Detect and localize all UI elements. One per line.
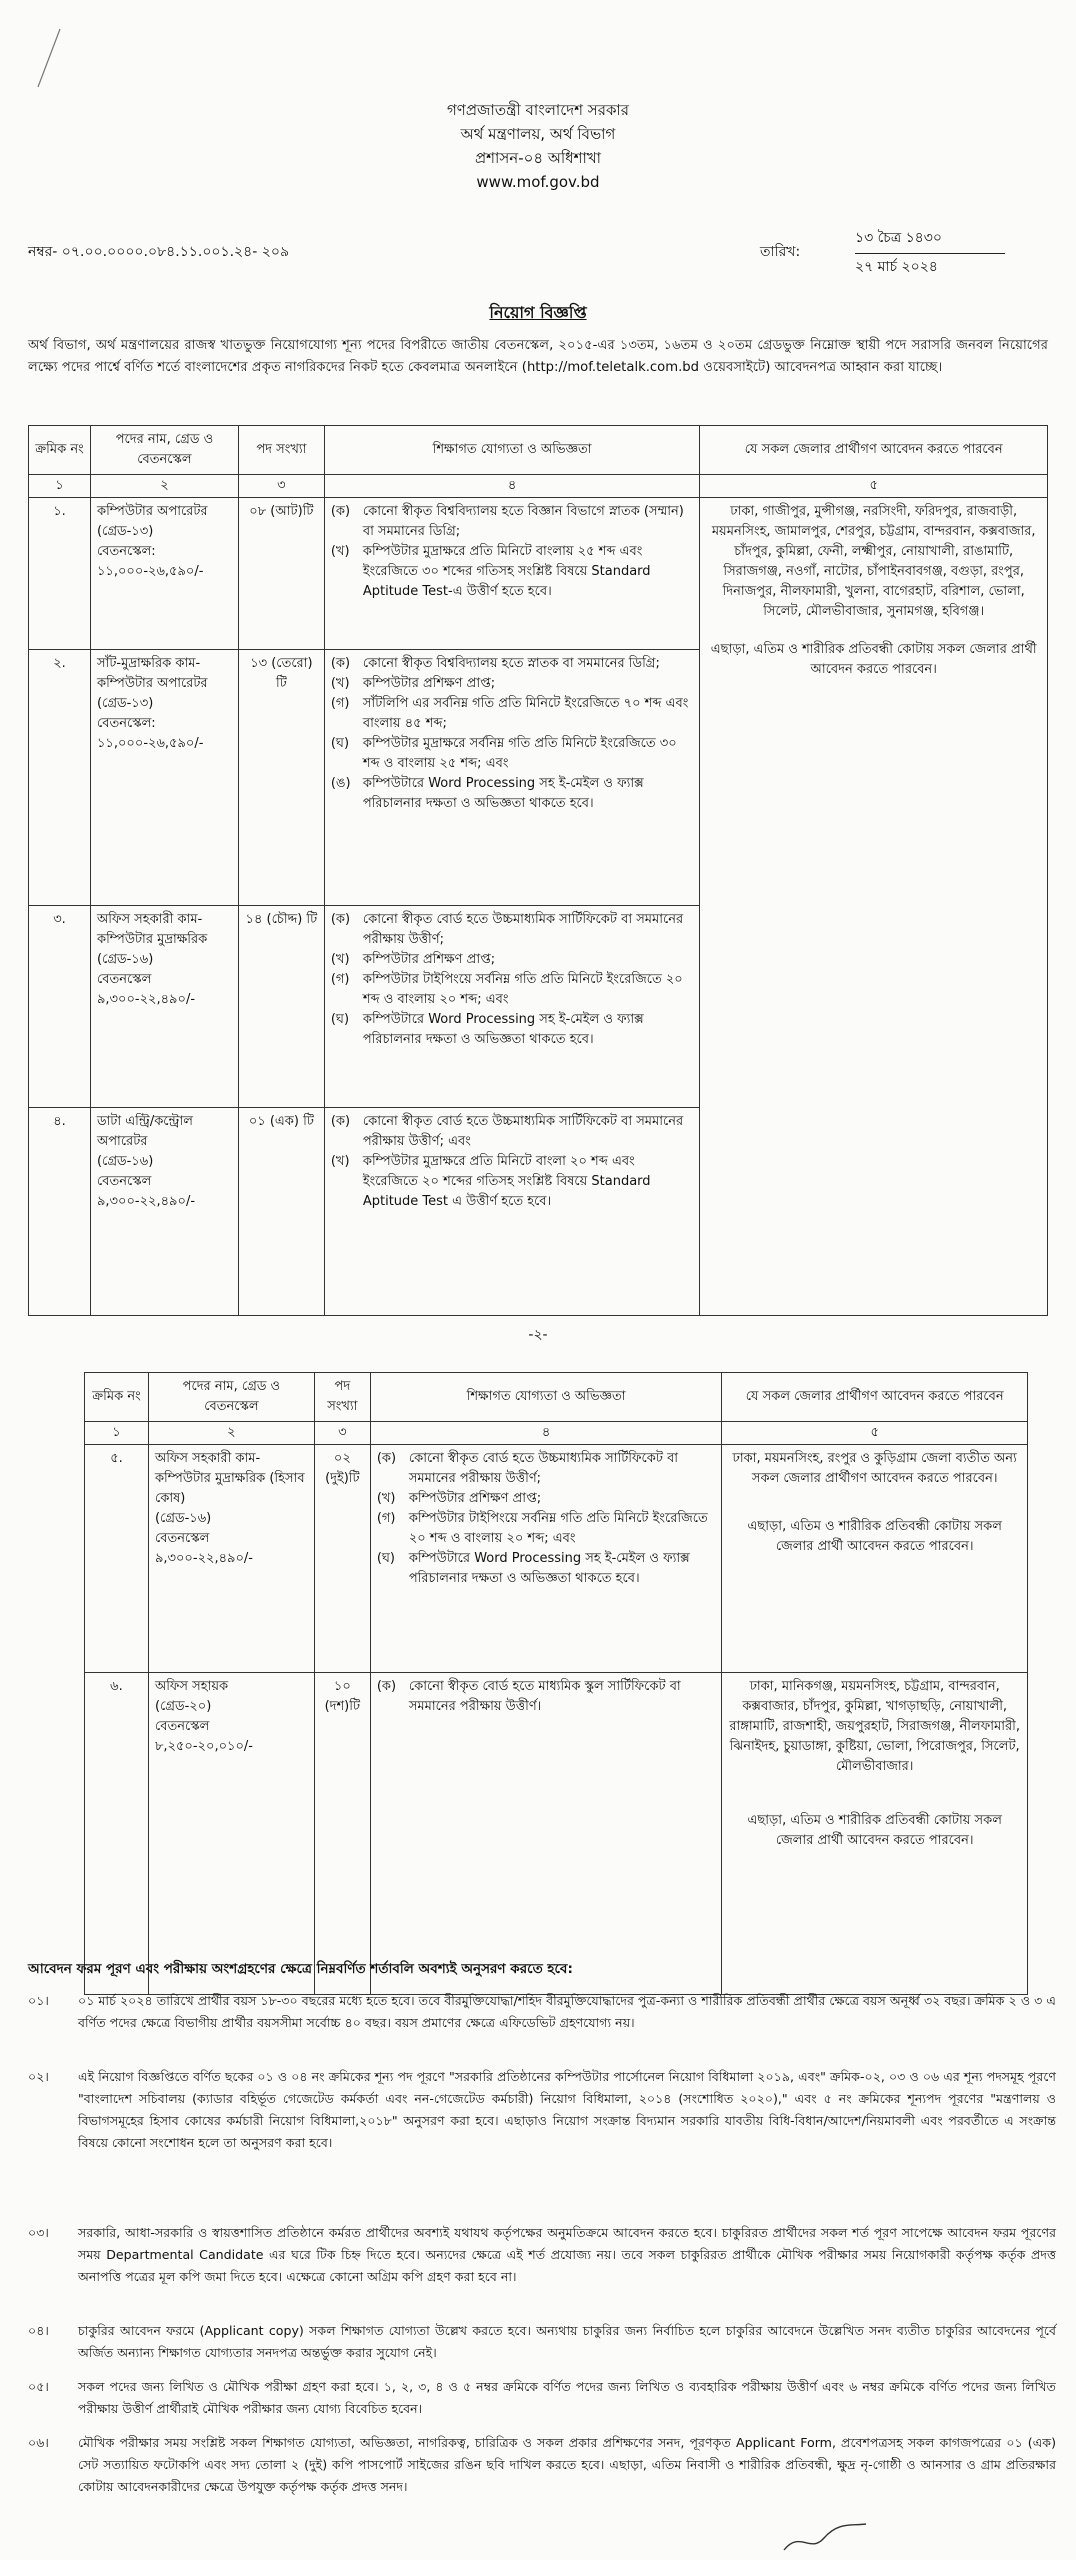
qualification-item (331, 1152, 694, 1212)
signature-mark (780, 2520, 870, 2558)
item-key: (ক) (330, 656, 351, 671)
col-number: ৫ (700, 475, 1048, 498)
item-text: কোনো স্বীকৃত বিশ্ববিদ্যালয় হতে বিজ্ঞান বিভাগে স্নাতক (সম্মান) বা সমমানের ডিগ্রি; (362, 504, 684, 539)
post-cell (90, 498, 238, 650)
qualification-cell (370, 1673, 722, 1995)
post-cell (148, 1673, 314, 1995)
post-scale: বেতনস্কেল: ১১,০০০-২৬,৫৯০/- (96, 544, 204, 579)
table-row (29, 498, 1048, 650)
col-number: ২ (90, 475, 238, 498)
qualification-item (331, 910, 694, 950)
item-text: কম্পিউটার মুদ্রাক্ষরে প্রতি মিনিটে বাংলা ২০ শব্দ এবং ইংরেজিতে ২০ শব্দের গতিসহ সংশ্লিষ্ট বিষয়ে Standard Aptitude Test এ উত্তীর্ণ হতে হবে। (362, 1154, 651, 1209)
post-grade: (গ্রেড-১৬) (96, 952, 154, 967)
item-text: কম্পিউটার প্রশিক্ষণ প্রাপ্ত; (362, 676, 496, 691)
date-bangla: ১৩ চৈত্র ১৪৩০ (855, 225, 1005, 254)
column-number-row (85, 1422, 1028, 1445)
post-grade: (গ্রেড-১৬) (154, 1511, 212, 1526)
memo-number: নম্বর- ০৭.০০.০০০০.০৮৪.১১.০০১.২৪- ২০৯ (28, 244, 290, 260)
item-text: কোনো স্বীকৃত বিশ্ববিদ্যালয় হতে স্নাতক বা সমমানের ডিগ্রি; (362, 656, 660, 671)
qualification-cell (324, 498, 700, 650)
post-cell (90, 906, 238, 1108)
website[interactable]: www.mof.gov.bd (476, 173, 600, 191)
serial: ৫. (85, 1445, 149, 1673)
district-list: ঢাকা, ময়মনসিংহ, রংপুর ও কুড়িগ্রাম জেলা ব্যতীত অন্য সকল জেলার প্রার্থীগণ আবেদন করতে পারবেন। (732, 1451, 1017, 1486)
qualification-item (377, 1449, 716, 1489)
col-number: ২ (148, 1422, 314, 1445)
post-scale: বেতনস্কেল ৯,৩০০-২২,৪৯০/- (96, 972, 196, 1007)
item-text: কম্পিউটার মুদ্রাক্ষরে সর্বনিম্ন গতি প্রতি মিনিটে ইংরেজিতে ৩০ শব্দ ও বাংলায় ২৫ শব্দ; এবং (362, 736, 677, 771)
qualification-item (377, 1549, 716, 1589)
district-note: এছাড়া, এতিম ও শারীরিক প্রতিবন্ধী কোটায় সকল জেলার প্রার্থী আবেদন করতে পারবেন। (747, 1519, 1002, 1554)
page-title: নিয়োগ বিজ্ঞপ্তি (489, 303, 587, 322)
district-note: এছাড়া, এতিম ও শারীরিক প্রতিবন্ধী কোটায় সকল জেলার প্রার্থী আবেদন করতে পারবেন। (747, 1813, 1002, 1848)
col-number: ৩ (238, 475, 324, 498)
post-grade: (গ্রেড-১৩) (96, 524, 154, 539)
district-note: এছাড়া, এতিম ও শারীরিক প্রতিবন্ধী কোটায় সকল জেলার প্রার্থী আবেদন করতে পারবেন। (710, 642, 1037, 677)
post-count: ১৩ (তেরো) টি (238, 650, 324, 906)
serial: ১. (29, 498, 91, 650)
post-count: ০৮ (আট)টি (238, 498, 324, 650)
item-key: (খ) (330, 952, 350, 967)
item-text: কোনো স্বীকৃত বোর্ড হতে উচ্চমাধ্যমিক সার্টিফিকেট বা সমমানের পরীক্ষায় উত্তীর্ণ; (408, 1451, 679, 1486)
post-scale: বেতনস্কেল ৯,৩০০-২২,৪৯০/- (96, 1174, 196, 1209)
item-key: (গ) (330, 972, 350, 987)
item-key: (গ) (330, 696, 350, 711)
condition-text: ০১ মার্চ ২০২৪ তারিখে প্রার্থীর বয়স ১৮-৩০ বছরের মধ্যে হতে হবে। তবে বীরমুক্তিযোদ্ধা/শহিদ বীরমুক্তিযোদ্ধাদের পুত্র-কন্যা ও শারীরিক প্রতিবন্ধী প্রার্থীর ক্ষেত্রে বয়স অনূর্ধ্ব ৩২ বছর। ক্রমিক ২ ও ৩ এ বর্ণিত পদের ক্ষেত্রে বিভাগীয় প্রার্থীর বয়সসীমা সর্বোচ্চ ৪০ বছর। বয়স প্রমাণের ক্ষেত্রে এফিডেভিট গ্রহণযোগ্য নয়। (78, 1993, 1056, 2030)
intro-paragraph: অর্থ বিভাগ, অর্থ মন্ত্রণালয়ের রাজস্ব খাতভুক্ত নিয়োগযোগ্য শূন্য পদের বিপরীতে জাতীয় বেতনস্কেল, ২০১৫-এর ১৩তম, ১৬তম ও ২০তম গ্রেডভুক্ত নিম্নোক্ত স্থায়ী পদে সরাসরি জনবল নিয়োগের লক্ষ্যে পদের পার্শ্বে বর্ণিত শর্তে বাংলাদেশের প্রকৃত নাগরিকদের নিকট হতে কেবলমাত্র অনলাইনে (http://mof.teletalk.com.bd ওয়েবসাইটে) আবেদনপত্র আহ্বান করা যাচ্ছে। (28, 338, 1048, 375)
post-grade: (গ্রেড-১৩) (96, 696, 154, 711)
table-row (85, 1445, 1028, 1673)
serial: ২. (29, 650, 91, 906)
qualification-cell (324, 906, 700, 1108)
condition-text: এই নিয়োগ বিজ্ঞপ্তিতে বর্ণিত ছকের ০১ ও ০৪ নং ক্রমিকের শূন্য পদ পূরণে "সরকারি প্রতিষ্ঠানের কম্পিউটার পার্সোনেল নিয়োগ বিধিমালা ২০১৯, এবং" ক্রমিক-০২, ০৩ ও ০৬ এর শূন্য পদসমূহ পূরণে "বাংলাদেশ সচিবালয় (ক্যাডার বহির্ভূত গেজেটেড কর্মকর্তা এবং নন-গেজেটেড কর্মচারী) নিয়োগ বিধিমালা, ২০১৪ (সংশোধিত ২০২০)," এবং ৫ নং ক্রমিকের শূন্যপদ পূরণের "মন্ত্রণালয় ও বিভাগসমূহের হিসাব কোষের কর্মচারী নিয়োগ বিধিমালা,২০১৮" অনুসরণ করা হবে। এছাড়াও নিয়োগ সংক্রান্ত বিদ্যমান সরকারি যাবতীয় বিধি-বিধান/আদেশ/নিয়মাবলী এবং পরবর্তীতে এ সংক্রান্ত বিষয়ে কোনো সংশোধন হলে তা অনুসরণ করা হবে। (78, 2069, 1056, 2150)
qualification-cell (324, 1108, 700, 1316)
post-scale: বেতনস্কেল ৮,২৫০-২০,০১০/- (154, 1719, 254, 1754)
item-text: কম্পিউটার টাইপিংয়ে সর্বনিম্ন গতি প্রতি মিনিটে ইংরেজিতে ২০ শব্দ ও বাংলায় ২০ শব্দ; এবং (408, 1511, 708, 1546)
conditions-title: আবেদন ফরম পূরণ এবং পরীক্ষায় অংশগ্রহণের ক্ষেত্রে নিম্নবর্ণিত শর্তাবলি অবশ্যই অনুসরণ করতে হবে: (28, 1961, 573, 1977)
post-name: সাঁট-মুদ্রাক্ষরিক কাম-কম্পিউটার অপারেটর (96, 656, 208, 691)
col-header: শিক্ষাগত যোগ্যতা ও অভিজ্ঞতা (370, 1373, 722, 1422)
post-name: অফিস সহায়ক (154, 1679, 229, 1694)
section-name: প্রশাসন-০৪ অধিশাখা (474, 149, 602, 167)
condition-number: ০২। (28, 2069, 49, 2084)
col-header: যে সকল জেলার প্রার্থীগণ আবেদন করতে পারবেন (700, 426, 1048, 475)
condition-number: ০৬। (28, 2435, 49, 2450)
item-key: (ঙ) (330, 776, 351, 791)
qualification-item (331, 674, 694, 694)
qualification-item (331, 542, 694, 602)
condition-number: ০৩। (28, 2225, 49, 2240)
date-label: তারিখ: (760, 244, 801, 260)
post-name: অফিস সহকারী কাম-কম্পিউটার মুদ্রাক্ষরিক (96, 912, 208, 947)
page-number: -২- (528, 1327, 548, 1343)
item-key: (ক) (376, 1451, 397, 1466)
col-number: ১ (85, 1422, 149, 1445)
post-cell (148, 1445, 314, 1673)
post-name: কম্পিউটার অপারেটর (96, 504, 208, 519)
date-box (855, 225, 1005, 280)
posts-table-2 (84, 1372, 1028, 1995)
post-count: ০১ (এক) টি (238, 1108, 324, 1316)
district-cell (722, 1673, 1028, 1995)
qualification-item (331, 774, 694, 814)
col-header: শিক্ষাগত যোগ্যতা ও অভিজ্ঞতা (324, 426, 700, 475)
gov-name: গণপ্রজাতন্ত্রী বাংলাদেশ সরকার (446, 101, 630, 119)
qualification-item (331, 694, 694, 734)
qualification-item (377, 1677, 716, 1717)
condition-number: ০৫। (28, 2379, 49, 2394)
col-header: পদের নাম, গ্রেড ও বেতনস্কেল (90, 426, 238, 475)
col-header: পদ সংখ্যা (314, 1373, 370, 1422)
qualification-item (331, 1112, 694, 1152)
col-number: ৩ (314, 1422, 370, 1445)
item-text: কম্পিউটারে Word Processing সহ ই-মেইল ও ফ্যাক্স পরিচালনার দক্ষতা ও অভিজ্ঞতা থাকতে হবে। (362, 776, 644, 811)
qualification-item (331, 502, 694, 542)
post-scale: বেতনস্কেল ৯,৩০০-২২,৪৯০/- (154, 1531, 254, 1566)
qualification-item (331, 1010, 694, 1050)
post-cell (90, 650, 238, 906)
item-key: (গ) (376, 1511, 396, 1526)
item-key: (খ) (330, 676, 350, 691)
item-key: (ক) (330, 504, 351, 519)
condition-item (28, 2320, 1056, 2364)
col-number: ১ (29, 475, 91, 498)
condition-text: চাকুরির আবেদন ফরমে (Applicant copy) সকল শিক্ষাগত যোগ্যতা উল্লেখ করতে হবে। অন্যথায় চাকুরির জন্য নির্বাচিত হলে চাকুরির আবেদনে উল্লেখিত সনদ ব্যতীত চাকুরির আবেদনের পূর্বে অর্জিত অন্যান্য শিক্ষাগত যোগ্যতার সনদপত্র অন্তর্ভুক্ত করার সুযোগ নেই। (78, 2323, 1056, 2360)
item-key: (ক) (330, 1114, 351, 1129)
posts-table-1 (28, 425, 1048, 1316)
item-text: কম্পিউটার টাইপিংয়ে সর্বনিম্ন গতি প্রতি মিনিটে ইংরেজিতে ২০ শব্দ ও বাংলায় ২০ শব্দ; এবং (362, 972, 683, 1007)
post-count: ১০ (দশ)টি (314, 1673, 370, 1995)
qualification-item (377, 1509, 716, 1549)
table-header-row (85, 1373, 1028, 1422)
col-number: ৪ (370, 1422, 722, 1445)
item-text: কোনো স্বীকৃত বোর্ড হতে উচ্চমাধ্যমিক সার্টিফিকেট বা সমমানের পরীক্ষায় উত্তীর্ণ; (362, 912, 684, 947)
qualification-cell (370, 1445, 722, 1673)
post-scale: বেতনস্কেল: ১১,০০০-২৬,৫৯০/- (96, 716, 204, 751)
column-number-row (29, 475, 1048, 498)
col-header: পদের নাম, গ্রেড ও বেতনস্কেল (148, 1373, 314, 1422)
item-key: (ঘ) (376, 1551, 396, 1566)
condition-item (28, 2066, 1056, 2154)
col-header: পদ সংখ্যা (238, 426, 324, 475)
date-english: ২৭ মার্চ ২০২৪ (855, 259, 938, 275)
qualification-item (331, 970, 694, 1010)
condition-text: সকল পদের জন্য লিখিত ও মৌখিক পরীক্ষা গ্রহণ করা হবে। ১, ২, ৩, ৪ ও ৫ নম্বর ক্রমিকে বর্ণিত পদের জন্য লিখিত ও ব্যবহারিক পরীক্ষায় উত্তীর্ণ এবং ৬ নম্বর ক্রমিকে বর্ণিত পদের জন্য লিখিত পরীক্ষায় উত্তীর্ণ প্রার্থীরাই মৌখিক পরীক্ষার জন্য যোগ্য বিবেচিত হবেন। (78, 2379, 1056, 2416)
post-name: ডাটা এন্ট্রি/কন্ট্রোল অপারেটর (96, 1114, 193, 1149)
item-text: কম্পিউটার প্রশিক্ষণ প্রাপ্ত; (362, 952, 496, 967)
table-row (85, 1673, 1028, 1995)
post-name: অফিস সহকারী কাম-কম্পিউটার মুদ্রাক্ষরিক (হিসাব কোষ) (154, 1451, 305, 1506)
qualification-item (331, 950, 694, 970)
post-count: ০২ (দুই)টি (314, 1445, 370, 1673)
item-key: (খ) (330, 544, 350, 559)
post-count: ১৪ (চৌদ্দ) টি (238, 906, 324, 1108)
condition-text: মৌখিক পরীক্ষার সময় সংশ্লিষ্ট সকল শিক্ষাগত যোগ্যতা, অভিজ্ঞতা, নাগরিকত্ব, চারিত্রিক ও সকল প্রকার প্রশিক্ষণের সনদ, পূরণকৃত Applicant Form, প্রবেশপত্রসহ সকল কাগজপত্রের ০১ (এক) সেট সত্যায়িত ফটোকপি এবং সদ্য তোলা ২ (দুই) কপি পাসপোর্ট সাইজের রঙিন ছবি দাখিল করতে হবে। এছাড়া, এতিম নিবাসী ও শারীরিক প্রতিবন্ধী, ক্ষুদ্র নৃ-গোষ্ঠী ও আনসার ও গ্রাম প্রতিরক্ষার কোটায় আবেদনকারীদের ক্ষেত্রে উপযুক্ত কর্তৃপক্ষ কর্তৃক প্রদত্ত সনদ। (78, 2435, 1056, 2494)
qualification-item (377, 1489, 716, 1509)
pen-scribble (30, 25, 70, 95)
col-header: ক্রমিক নং (29, 426, 91, 475)
condition-item (28, 2432, 1056, 2498)
item-key: (ঘ) (330, 1012, 350, 1027)
col-header: যে সকল জেলার প্রার্থীগণ আবেদন করতে পারবেন (722, 1373, 1028, 1422)
ministry-name: অর্থ মন্ত্রণালয়, অর্থ বিভাগ (460, 125, 616, 143)
col-number: ৫ (722, 1422, 1028, 1445)
post-grade: (গ্রেড-২০) (154, 1699, 212, 1714)
item-text: কম্পিউটারে Word Processing সহ ই-মেইল ও ফ্যাক্স পরিচালনার দক্ষতা ও অভিজ্ঞতা থাকতে হবে। (408, 1551, 690, 1586)
condition-number: ০৪। (28, 2323, 49, 2338)
item-text: কম্পিউটার মুদ্রাক্ষরে প্রতি মিনিটে বাংলায় ২৫ শব্দ এবং ইংরেজিতে ৩০ শব্দের গতিসহ সংশ্লিষ্ট বিষয়ে Standard Aptitude Test-এ উত্তীর্ণ হতে হবে। (362, 544, 651, 599)
condition-item (28, 2222, 1056, 2288)
condition-number: ০১। (28, 1993, 49, 2008)
district-cell (700, 498, 1048, 1316)
item-text: সাঁটলিপি এর সর্বনিম্ন গতি প্রতি মিনিটে ইংরেজিতে ৭০ শব্দ এবং বাংলায় ৪৫ শব্দ; (362, 696, 689, 731)
condition-text: সরকারি, আধা-সরকারি ও স্বায়ত্তশাসিত প্রতিষ্ঠানে কর্মরত প্রার্থীদের অবশ্যই যথাযথ কর্তৃপক্ষের অনুমতিক্রমে আবেদন করতে হবে। চাকুরিরত প্রার্থীদের সকল শর্ত পূরণ সাপেক্ষে আবেদন ফরম পূরণের সময় Departmental Candidate এর ঘরে টিক চিহ্ন দিতে হবে। অন্যদের ক্ষেত্রে এই শর্ত প্রযোজ্য নয়। তবে সকল চাকুরিরত প্রার্থীকে মৌখিক পরীক্ষার সময় নিয়োগকারী কর্তৃপক্ষ কর্তৃক প্রদত্ত অনাপত্তি পত্রের মূল কপি জমা দিতে হবে। এক্ষেত্রে কোনো অগ্রিম কপি গ্রহণ করা হবে না। (78, 2225, 1056, 2284)
district-list: ঢাকা, গাজীপুর, মুন্সীগঞ্জ, নরসিংদী, ফরিদপুর, রাজবাড়ী, ময়মনসিংহ, জামালপুর, শেরপুর, চট্টগ্রাম, বান্দরবান, কক্সবাজার, চাঁদপুর, কুমিল্লা, ফেনী, লক্ষ্মীপুর, নোয়াখালী, রাঙামাটি, সিরাজগঞ্জ, নওগাঁ, নাটোর, চাঁপাইনবাবগঞ্জ, বগুড়া, রংপুর, দিনাজপুর, নীলফামারী, খুলনা, বাগেরহাট, বরিশাল, ভোলা, সিলেট, মৌলভীবাজার, সুনামগঞ্জ, হবিগঞ্জ। (711, 504, 1036, 619)
qualification-item (331, 654, 694, 674)
post-grade: (গ্রেড-১৬) (96, 1154, 154, 1169)
item-text: কম্পিউটারে Word Processing সহ ই-মেইল ও ফ্যাক্স পরিচালনার দক্ষতা ও অভিজ্ঞতা থাকতে হবে। (362, 1012, 644, 1047)
item-key: (ক) (376, 1679, 397, 1694)
item-key: (খ) (330, 1154, 350, 1169)
item-text: কোনো স্বীকৃত বোর্ড হতে উচ্চমাধ্যমিক সার্টিফিকেট বা সমমানের পরীক্ষায় উত্তীর্ণ; এবং (362, 1114, 684, 1149)
serial: ৩. (29, 906, 91, 1108)
qualification-item (331, 734, 694, 774)
qualification-cell (324, 650, 700, 906)
district-list: ঢাকা, মানিকগঞ্জ, ময়মনসিংহ, চট্টগ্রাম, বান্দরবান, কক্সবাজার, চাঁদপুর, কুমিল্লা, খাগড়াছড়ি, নোয়াখালী, রাঙ্গামাটি, রাজশাহী, জয়পুরহাট, সিরাজগঞ্জ, নীলফামারী, ঝিনাইদহ, চুয়াডাঙ্গা, কুষ্টিয়া, ভোলা, পিরোজপুর, সিলেট, মৌলভীবাজার। (729, 1679, 1020, 1774)
table-header-row (29, 426, 1048, 475)
condition-item (28, 2376, 1056, 2420)
item-key: (ক) (330, 912, 351, 927)
item-key: (খ) (376, 1491, 396, 1506)
item-text: কম্পিউটার প্রশিক্ষণ প্রাপ্ত; (408, 1491, 542, 1506)
district-cell (722, 1445, 1028, 1673)
serial: ৪. (29, 1108, 91, 1316)
letterhead (0, 98, 1076, 194)
col-number: ৪ (324, 475, 700, 498)
item-text: কোনো স্বীকৃত বোর্ড হতে মাধ্যমিক স্কুল সার্টিফিকেট বা সমমানের পরীক্ষায় উত্তীর্ণ। (408, 1679, 681, 1714)
col-header: ক্রমিক নং (85, 1373, 149, 1422)
condition-item (28, 1990, 1056, 2034)
serial: ৬. (85, 1673, 149, 1995)
post-cell (90, 1108, 238, 1316)
item-key: (ঘ) (330, 736, 350, 751)
